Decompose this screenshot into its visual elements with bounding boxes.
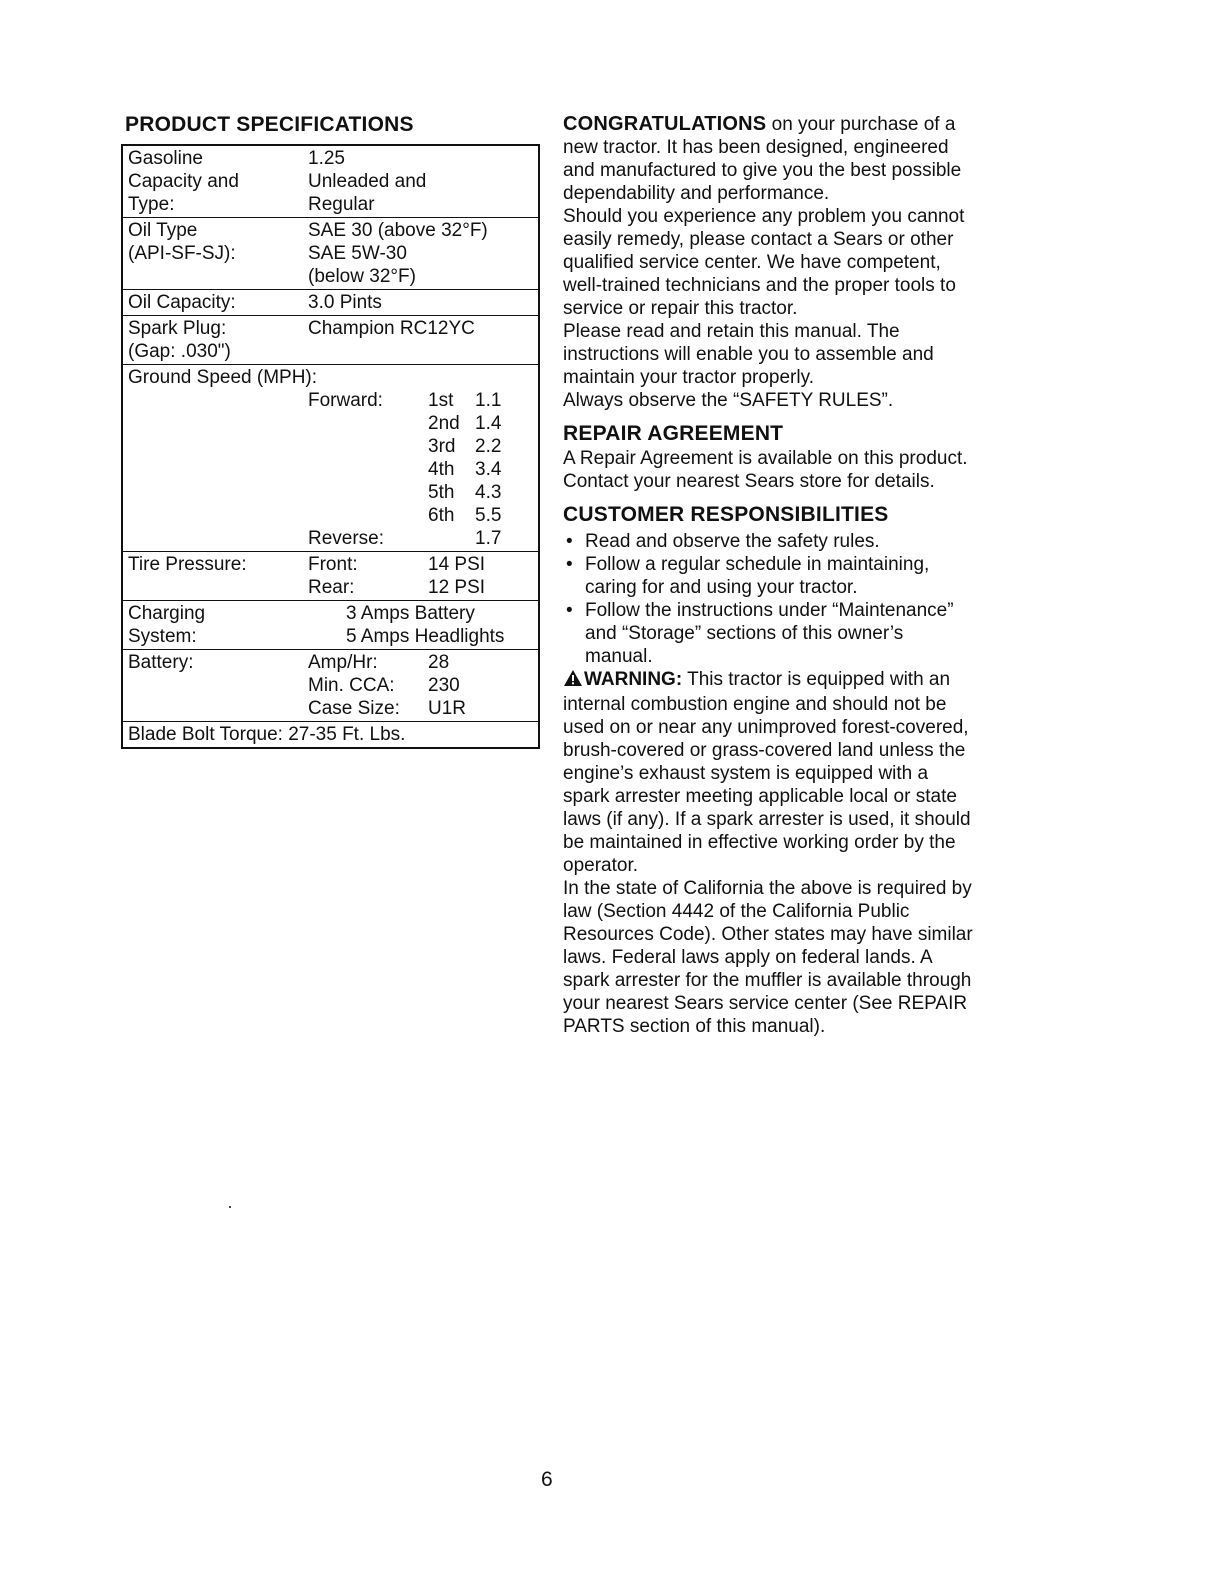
right-column (563, 113, 973, 1038)
spec-value-line: 1.25 (308, 148, 345, 169)
reverse-speed: 1.7 (475, 528, 502, 549)
gear-speed-value: 1.4 (475, 413, 502, 434)
congratulations-paragraph (563, 113, 973, 205)
battery-cca-value: 230 (428, 675, 460, 696)
gear-speed-row (308, 504, 538, 527)
repair-agreement-text: A Repair Agreement is available on this product. Contact your nearest Sears store for details. (563, 448, 968, 492)
spec-label: Tire Pressure: (128, 554, 247, 575)
congratulations-text: on your purchase of a new tractor. It has been designed, engineered and manufactured to give you the best possible dependability and performance. (563, 114, 962, 204)
tire-rear-value: 12 PSI (428, 577, 486, 598)
california-law-paragraph: In the state of California the above is required by law (Section 4442 of the California Public Resources Code). Other states may have similar laws. Federal laws apply on federal lands. A spark arrester for the muffler is available through your nearest Sears service center (See REPAIR PARTS section of this manual). (563, 878, 973, 1037)
spec-label-line: (Gap: .030") (128, 341, 231, 362)
gear-name: 5th (428, 482, 455, 503)
spec-row-battery (123, 650, 538, 722)
list-item: • Follow the instructions under “Maintenance” and “Storage” sections of this owner’s manual. (563, 599, 973, 668)
gear-speed-row (308, 389, 538, 412)
warning-text: This tractor is equipped with an internal combustion engine and should not be used on or near any unimproved forest-covered, brush-covered or grass-covered land unless the engine’s exhaust system is equipped with a spark arrester meeting applicable local or state laws (if any). If a spark arrester is used, it should be maintained in effective working order by the operator. (563, 669, 971, 876)
gear-speed-value: 3.4 (475, 459, 502, 480)
battery-amp-hr-value: 28 (428, 652, 450, 673)
gear-name: 6th (428, 505, 455, 526)
spec-row-tire-pressure (123, 552, 538, 601)
spec-value-line: Regular (308, 194, 375, 215)
tire-rear-label: Rear: (308, 577, 355, 598)
spec-row-oil-capacity (123, 290, 538, 316)
warning-triangle-icon (563, 669, 583, 693)
list-item: • Read and observe the safety rules. (563, 530, 973, 553)
spec-label-line: Spark Plug: (128, 318, 227, 339)
battery-amp-hr-label: Amp/Hr: (308, 652, 378, 673)
battery-amp-hr (308, 651, 538, 674)
tire-front (308, 553, 538, 576)
spec-row-spark-plug (123, 316, 538, 365)
gear-name: 3rd (428, 436, 456, 457)
battery-cca-label: Min. CCA: (308, 675, 395, 696)
gear-speed-row (308, 435, 538, 458)
responsibilities-list (563, 530, 973, 668)
gear-name: 1st (428, 390, 454, 411)
battery-case-label: Case Size: (308, 698, 400, 719)
reverse-label: Reverse: (308, 528, 385, 549)
spec-label-line: Capacity and (128, 171, 239, 192)
specifications-table (121, 144, 540, 749)
spec-value (308, 219, 538, 288)
battery-case-size (308, 697, 538, 720)
spec-row-charging-system (123, 601, 538, 650)
spec-value-line: 5 Amps Headlights (346, 626, 505, 647)
gear-speed-row (308, 481, 538, 504)
spec-row-gasoline (123, 146, 538, 218)
gear-name: 2nd (428, 413, 460, 434)
gear-blank (308, 435, 428, 458)
spec-label: Ground Speed (MPH): (128, 367, 318, 388)
page-number: 6 (541, 1468, 553, 1491)
gear-speed-value: 1.1 (475, 390, 502, 411)
gear-blank (308, 412, 428, 435)
spec-value: 3.0 Pints (308, 292, 382, 313)
gear-speed-value: 2.2 (475, 436, 502, 457)
scan-speck (229, 1206, 231, 1208)
intro-paragraph-manual: Please read and retain this manual. The instructions will enable you to assemble and maintain your tractor properly. (563, 321, 934, 388)
spec-row-ground-speed (123, 365, 538, 552)
gear-blank (308, 504, 428, 527)
spec-label-line: System: (128, 626, 197, 647)
gear-speed-value: 4.3 (475, 482, 502, 503)
warning-paragraph (563, 668, 973, 877)
spec-label-line: Charging (128, 603, 206, 624)
gear-name: 4th (428, 459, 455, 480)
gear-blank (308, 458, 428, 481)
spec-label-line: Oil Type (128, 220, 198, 241)
spec-value-line: SAE 30 (above 32°F) (308, 220, 488, 241)
spec-value: Champion RC12YC (308, 318, 475, 339)
spec-label (128, 602, 308, 648)
congratulations-heading: CONGRATULATIONS (563, 113, 767, 135)
spec-value-line: (below 32°F) (308, 266, 416, 287)
customer-responsibilities-heading: CUSTOMER RESPONSIBILITIES (563, 503, 889, 526)
gear-speed-list (128, 389, 538, 527)
battery-cca (308, 674, 538, 697)
forward-label: Forward: (308, 390, 383, 411)
gear-speed-value: 5.5 (475, 505, 502, 526)
spec-value-line: 3 Amps Battery (346, 603, 475, 624)
spec-label: Oil Capacity: (128, 292, 236, 313)
gear-speed-row (308, 458, 538, 481)
spec-label (128, 219, 308, 288)
spec-label: Battery: (128, 652, 194, 673)
list-item: • Follow a regular schedule in maintaining, caring for and using your tractor. (563, 553, 973, 599)
tire-rear (308, 576, 538, 599)
intro-paragraph-safety: Always observe the “SAFETY RULES”. (563, 390, 894, 411)
tire-front-label: Front: (308, 554, 358, 575)
spec-label-line: (API-SF-SJ): (128, 243, 236, 264)
spec-label (128, 317, 308, 363)
spec-row-oil-type (123, 218, 538, 290)
spec-label (128, 147, 308, 216)
spec-value (308, 553, 538, 599)
gear-blank (308, 481, 428, 504)
spec-value-line: SAE 5W-30 (308, 243, 407, 264)
spec-value (308, 147, 538, 216)
repair-agreement-heading: REPAIR AGREEMENT (563, 422, 784, 445)
spec-row-blade-bolt-torque: Blade Bolt Torque: 27-35 Ft. Lbs. (128, 724, 406, 745)
product-specifications-heading: PRODUCT SPECIFICATIONS (125, 113, 414, 136)
spec-value (308, 651, 538, 720)
spec-label-line: Gasoline (128, 148, 203, 169)
gear-speed-reverse (128, 527, 538, 550)
tire-front-value: 14 PSI (428, 554, 486, 575)
spec-value (308, 602, 538, 648)
gear-blank (428, 527, 475, 550)
spec-value-line: Unleaded and (308, 171, 427, 192)
battery-case-value: U1R (428, 698, 467, 719)
gear-speed-row (308, 412, 538, 435)
warning-label: WARNING: (584, 669, 683, 690)
spec-label-line: Type: (128, 194, 175, 215)
intro-paragraph-service: Should you experience any problem you cannot easily remedy, please contact a Sears or other qualified service center. We have competent, well-trained technicians and the proper tools to service or repair this tractor. (563, 206, 965, 319)
